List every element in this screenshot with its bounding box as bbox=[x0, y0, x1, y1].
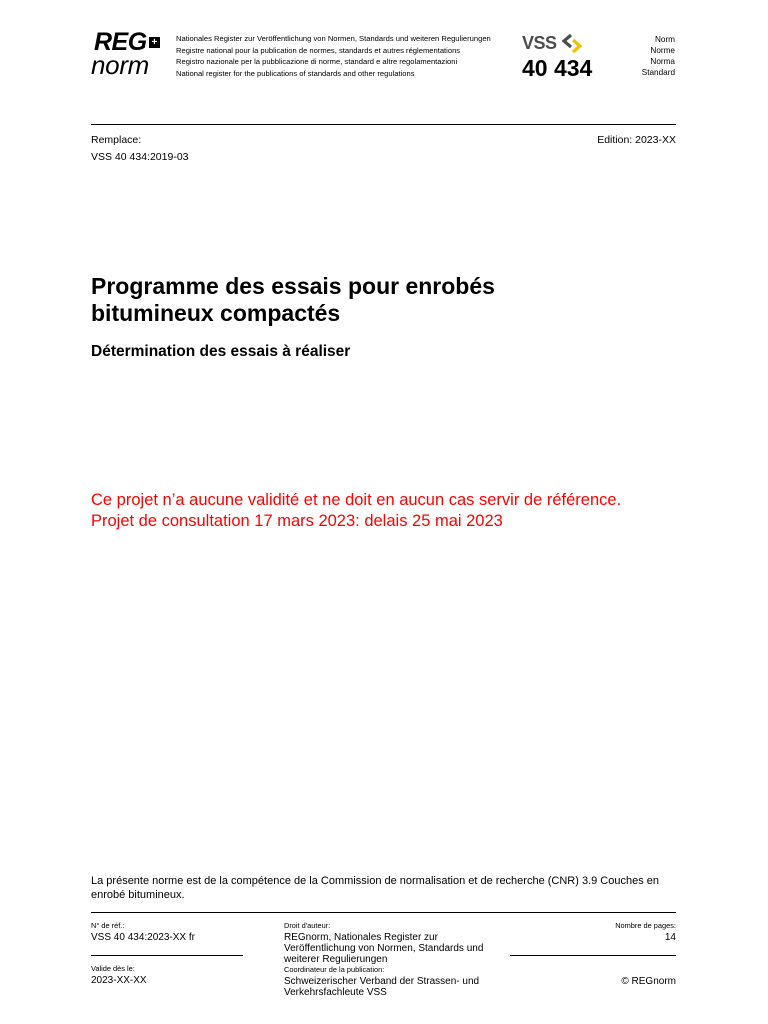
document-number: 40 434 bbox=[522, 55, 593, 81]
register-line-it: Registro nazionale per la pubblicazione di norme, standard e altre regolamentazioni bbox=[176, 57, 458, 66]
footer-right-divider bbox=[510, 955, 676, 956]
valid-value: 2023-XX-XX bbox=[91, 975, 147, 986]
lang-de: Norm bbox=[654, 35, 675, 44]
coordinator-label: Coordinateur de la publication: bbox=[284, 965, 385, 974]
register-line-en: National register for the publications of standards and other regulations bbox=[176, 68, 415, 78]
valid-label: Valide dès le: bbox=[91, 964, 135, 973]
register-line-de: Nationales Register zur Veröffentlichung von Normen, Standards und weiteren Regulierungen bbox=[176, 34, 491, 43]
vss-chevron-icon bbox=[561, 32, 583, 54]
register-line-fr: Registre national pour la publication de normes, standards et autres réglementations bbox=[176, 45, 461, 55]
regnorm-logo-norm: norm bbox=[91, 50, 150, 80]
coordinator-value: Schweizerischer Verband der Strassen- und Verkehrsfachleute VSS bbox=[284, 976, 480, 999]
ref-label: N° de réf.: bbox=[91, 921, 125, 930]
header-divider bbox=[91, 124, 676, 125]
title-line-1: Programme des essais pour enrobés bbox=[91, 273, 495, 299]
copyright-label: Droit d'auteur: bbox=[284, 921, 331, 930]
competence-statement: La présente norme est de la compétence de la Commission de normalisation et de recherche (CNR) 3.9 Couches en enrobé bitumineux. bbox=[91, 875, 660, 901]
pages-label: Nombre de pages: bbox=[615, 921, 676, 930]
warning-line-1: Ce projet n’a aucune validité et ne doit en aucun cas servir de référence. bbox=[91, 491, 622, 509]
copyright-holder: REGnorm, Nationales Register zur Veröffentlichung von Normen, Standards und weiterer Regulierungen bbox=[284, 932, 484, 966]
lang-en: Standard bbox=[641, 68, 675, 77]
footer-divider bbox=[91, 912, 676, 913]
copyright-notice: © REGnorm bbox=[621, 976, 676, 987]
remplace-value: VSS 40 434:2019-03 bbox=[91, 151, 189, 163]
lang-it: Norma bbox=[650, 57, 675, 66]
footer-left-divider bbox=[91, 955, 243, 956]
draft-warning bbox=[91, 490, 621, 532]
remplace-label: Remplace: bbox=[91, 134, 142, 146]
lang-fr: Norme bbox=[650, 46, 675, 55]
edition-label: Edition: 2023-XX bbox=[597, 134, 676, 146]
title-line-2: bitumineux compactés bbox=[91, 300, 341, 326]
language-list bbox=[642, 34, 675, 78]
warning-line-2: Projet de consultation 17 mars 2023: delais 25 mai 2023 bbox=[91, 512, 503, 530]
ref-value: VSS 40 434:2023-XX fr bbox=[91, 932, 195, 943]
vss-logo: VSS bbox=[522, 33, 557, 53]
document-subtitle: Détermination des essais à réaliser bbox=[91, 343, 351, 360]
logo-reg-text: REG bbox=[94, 28, 147, 56]
document-title bbox=[91, 273, 495, 327]
pages-value: 14 bbox=[664, 932, 676, 943]
register-description bbox=[176, 33, 491, 79]
logo-plus-icon: + bbox=[149, 37, 160, 48]
